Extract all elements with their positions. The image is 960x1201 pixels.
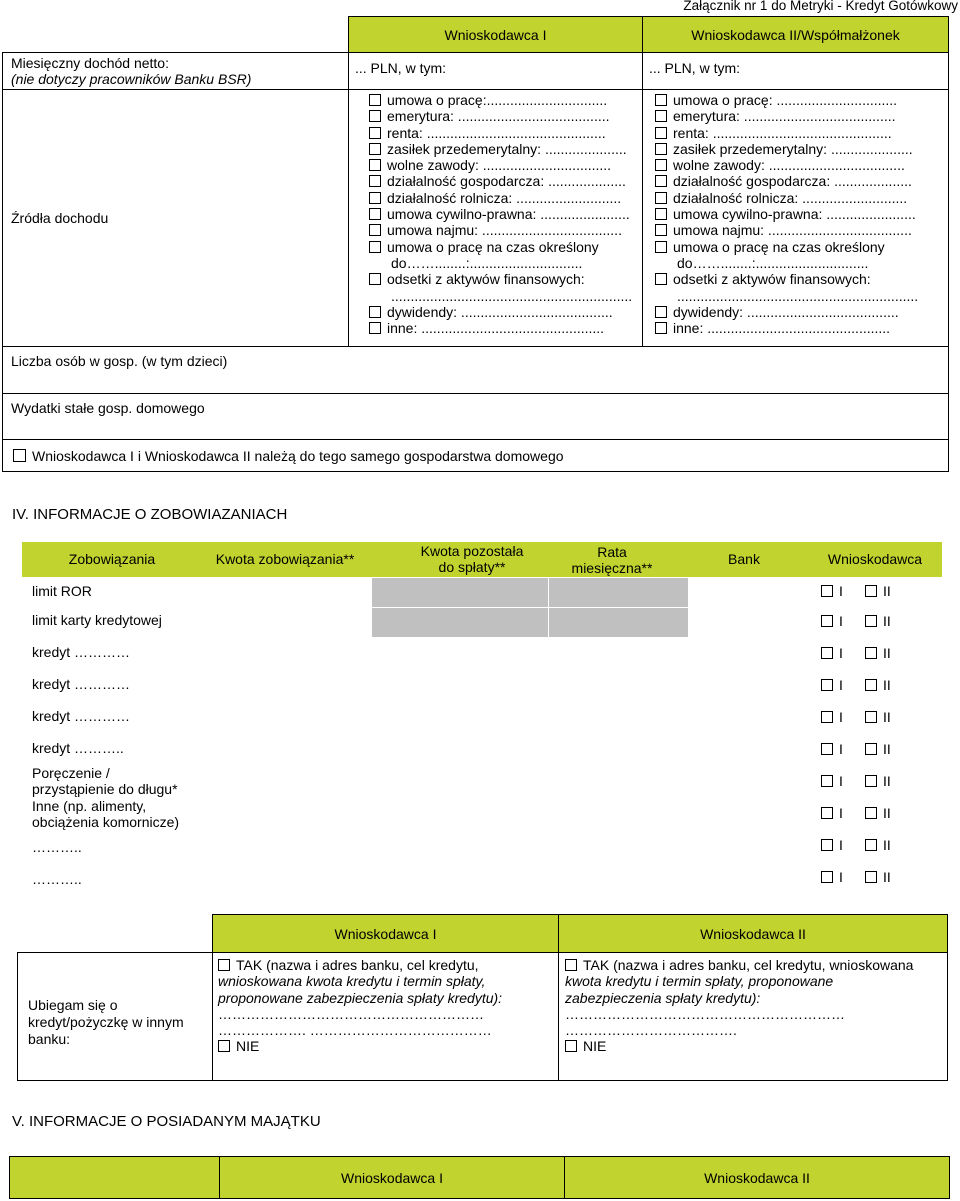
header-applicant: Wnioskodawca [827, 551, 923, 567]
assets-col2-header: Wnioskodawca II [565, 1157, 950, 1199]
row-credit-card-limit: limit karty kredytowej [32, 612, 162, 628]
applicant-ii-checkbox[interactable] [865, 679, 877, 691]
checkbox[interactable] [655, 159, 667, 171]
net-income-label [3, 53, 349, 90]
section-4-title: IV. INFORMACJE O ZOBOWIAZANIACH [12, 506, 288, 523]
income-item[interactable]: odsetki z aktywów finansowych: [369, 271, 634, 287]
income-item-cont: do……........:............................. [391, 254, 583, 271]
income-item[interactable]: dywidendy: ....................................... [655, 304, 940, 320]
income-item[interactable]: dywidendy: ....................................... [369, 304, 634, 320]
income-item[interactable]: zasiłek przedemerytalny: ..................... [655, 141, 940, 157]
shaded-cell [548, 607, 688, 637]
applicant-ii-checkbox[interactable] [865, 839, 877, 851]
checkbox[interactable] [655, 322, 667, 334]
income-item[interactable]: działalność gospodarcza: .................... [369, 173, 634, 189]
header-obligations: Zobowiązania [68, 551, 156, 567]
checkbox[interactable] [369, 273, 381, 285]
shaded-cell [548, 577, 688, 607]
income-item[interactable]: umowa najmu: ..................................... [655, 222, 940, 238]
applicant-i-checkbox[interactable] [821, 839, 833, 851]
header-remaining: Kwota pozostała do spłaty** [420, 543, 524, 575]
income-col2-sources [643, 90, 949, 347]
row-credit-2: kredyt ………… [32, 676, 131, 692]
checkbox[interactable] [655, 143, 667, 155]
income-item[interactable]: emerytura: ....................................... [655, 108, 940, 124]
income-item[interactable]: renta: .............................................. [369, 125, 634, 141]
income-table [2, 16, 949, 472]
checkbox[interactable] [369, 224, 381, 236]
row-dots-1: ……….. [32, 839, 82, 855]
income-item[interactable]: emerytura: ....................................... [369, 108, 634, 124]
checkbox[interactable] [655, 224, 667, 236]
income-col2-pln: ... PLN, w tym: [643, 53, 949, 90]
checkbox[interactable] [369, 110, 381, 122]
income-item[interactable]: umowa o pracę: ............................... [655, 92, 940, 108]
income-item[interactable]: umowa najmu: .................................... [369, 222, 634, 238]
income-col2-header: Wnioskodawca II/Współmałżonek [643, 17, 949, 53]
row-credit-1: kredyt ………… [32, 644, 131, 660]
other-bank-col2-field[interactable]: ………………………………. [565, 1022, 737, 1039]
checkbox[interactable] [369, 94, 381, 106]
assets-col1-header: Wnioskodawca I [220, 1157, 565, 1199]
other-bank-col2-header: Wnioskodawca II [559, 915, 948, 953]
row-credit-4: kredyt ……….. [32, 740, 124, 756]
income-item[interactable]: umowa o pracę:............................... [369, 92, 634, 108]
other-bank-table [17, 914, 948, 1081]
checkbox[interactable] [655, 192, 667, 204]
net-income-label-line1: Miesięczny dochód netto: [11, 55, 169, 71]
checkbox[interactable] [369, 322, 381, 334]
income-col1-header: Wnioskodawca I [349, 17, 643, 53]
applicant-i-checkbox[interactable] [821, 615, 833, 627]
applicant-ii-checkbox[interactable] [865, 871, 877, 883]
section-5-title: V. INFORMACJE O POSIADANYM MAJĄTKU [12, 1113, 321, 1130]
applicant-i-checkbox[interactable] [821, 807, 833, 819]
fixed-expenses[interactable]: Wydatki stałe gosp. domowego [3, 394, 949, 440]
income-item[interactable]: działalność rolnicza: ........................... [369, 190, 634, 206]
income-item-cont: do……........:............................. [677, 254, 869, 271]
other-bank-col2-field[interactable]: …………………………………………………… [565, 1005, 845, 1022]
checkbox[interactable] [655, 208, 667, 220]
applicant-ii-checkbox[interactable] [865, 807, 877, 819]
other-bank-col1-field[interactable]: ………………. ………………………………… [218, 1022, 492, 1039]
checkbox[interactable] [369, 241, 381, 253]
obligations-header [22, 542, 942, 577]
checkbox[interactable] [369, 208, 381, 220]
applicant-ii-checkbox[interactable] [865, 647, 877, 659]
header-bank: Bank [728, 551, 760, 567]
header-amount: Kwota zobowiązania** [215, 551, 355, 567]
other-bank-col1: TAK (nazwa i adres banku, cel kredytu, wnioskowana kwota kredytu i termin spłaty, proponowane zabezpieczenia spłaty kredytu): ………………………………………………… ………………. ………………………………… NIE [213, 953, 559, 1081]
checkbox[interactable] [369, 127, 381, 139]
checkbox[interactable] [655, 175, 667, 187]
income-item[interactable]: działalność rolnicza: ........................... [655, 190, 940, 206]
row-guarantee: Poręczenie / przystąpienie do długu* [32, 765, 178, 797]
checkbox[interactable] [655, 110, 667, 122]
income-item[interactable]: umowa o pracę na czas określony [655, 239, 940, 255]
same-household-checkbox[interactable] [13, 449, 26, 462]
assets-table [9, 1156, 950, 1199]
other-bank-col1-header: Wnioskodawca I [213, 915, 559, 953]
income-item[interactable]: umowa cywilno-prawna: ....................... [369, 206, 634, 222]
checkbox[interactable] [369, 192, 381, 204]
income-item[interactable]: inne: ............................................... [369, 320, 634, 336]
checkbox[interactable] [369, 159, 381, 171]
checkbox[interactable] [655, 306, 667, 318]
nie-checkbox[interactable] [218, 1040, 230, 1052]
checkbox[interactable] [655, 94, 667, 106]
applicant-i-checkbox[interactable] [821, 743, 833, 755]
other-bank-col1-field[interactable]: ………………………………………………… [218, 1005, 484, 1022]
other-bank-col2: TAK (nazwa i adres banku, cel kredytu, wnioskowana kwota kredytu i termin spłaty, proponowane zabezpieczenia spłaty kredytu): …………………………………………………… ………………………………. NIE [559, 953, 948, 1081]
income-col1-sources [349, 90, 643, 347]
checkbox[interactable] [369, 143, 381, 155]
nie-checkbox[interactable] [565, 1040, 577, 1052]
income-item[interactable]: wolne zawody: ................................... [655, 157, 940, 173]
applicant-ii-checkbox[interactable] [865, 615, 877, 627]
applicant-ii-checkbox[interactable] [865, 775, 877, 787]
checkbox[interactable] [369, 175, 381, 187]
income-item[interactable]: renta: .............................................. [655, 125, 940, 141]
checkbox[interactable] [655, 241, 667, 253]
income-item[interactable]: działalność gospodarcza: .................... [655, 173, 940, 189]
income-sources-label: Źródła dochodu [3, 90, 349, 347]
applicant-i-checkbox[interactable] [821, 647, 833, 659]
header-installment: Rata miesięczna** [571, 544, 653, 576]
row-dots-2: ……….. [32, 871, 82, 887]
same-household-row[interactable]: Wnioskodawca I i Wnioskodawca II należą do tego samego gospodarstwa domowego [3, 440, 949, 472]
applicant-i-checkbox[interactable] [821, 585, 833, 597]
applicant-i-checkbox[interactable] [821, 871, 833, 883]
applicant-i-checkbox[interactable] [821, 711, 833, 723]
income-item[interactable]: zasiłek przedemerytalny: ..................... [369, 141, 634, 157]
applicant-select-row: I II I II I II I II I II I II I II I II I II I II [821, 583, 891, 901]
income-col1-pln: ... PLN, w tym: [349, 53, 643, 90]
row-credit-3: kredyt ………… [32, 708, 131, 724]
income-item[interactable]: inne: ............................................... [655, 320, 940, 336]
row-limit-ror: limit ROR [32, 583, 92, 599]
income-item[interactable]: wolne zawody: ................................. [369, 157, 634, 173]
applicant-i-checkbox[interactable] [821, 679, 833, 691]
tak-checkbox[interactable] [565, 959, 577, 971]
tak-checkbox[interactable] [218, 959, 230, 971]
shaded-cell [372, 607, 548, 637]
checkbox[interactable] [655, 127, 667, 139]
applicant-ii-checkbox[interactable] [865, 711, 877, 723]
income-item[interactable]: umowa o pracę na czas określony [369, 239, 634, 255]
checkbox[interactable] [369, 306, 381, 318]
income-item[interactable]: umowa cywilno-prawna: ....................... [655, 206, 940, 222]
applicant-i-checkbox[interactable] [821, 775, 833, 787]
shaded-cell [372, 577, 548, 607]
income-item-cont: .............................................................. [677, 287, 919, 304]
net-income-label-line2: (nie dotyczy pracowników Banku BSR) [11, 71, 252, 87]
checkbox[interactable] [655, 273, 667, 285]
row-other: Inne (np. alimenty, obciążenia komornicze) [32, 798, 180, 830]
income-item-cont: .............................................................. [391, 287, 633, 304]
other-bank-label: Ubiegam się o kredyt/pożyczkę w innym banku: [18, 953, 213, 1081]
attachment-header: Załącznik nr 1 do Metryki - Kredyt Gotówkowy [683, 0, 958, 13]
income-item[interactable]: odsetki z aktywów finansowych: [655, 271, 940, 287]
applicant-ii-checkbox[interactable] [865, 585, 877, 597]
applicant-ii-checkbox[interactable] [865, 743, 877, 755]
household-persons[interactable]: Liczba osób w gosp. (w tym dzieci) [3, 347, 949, 394]
